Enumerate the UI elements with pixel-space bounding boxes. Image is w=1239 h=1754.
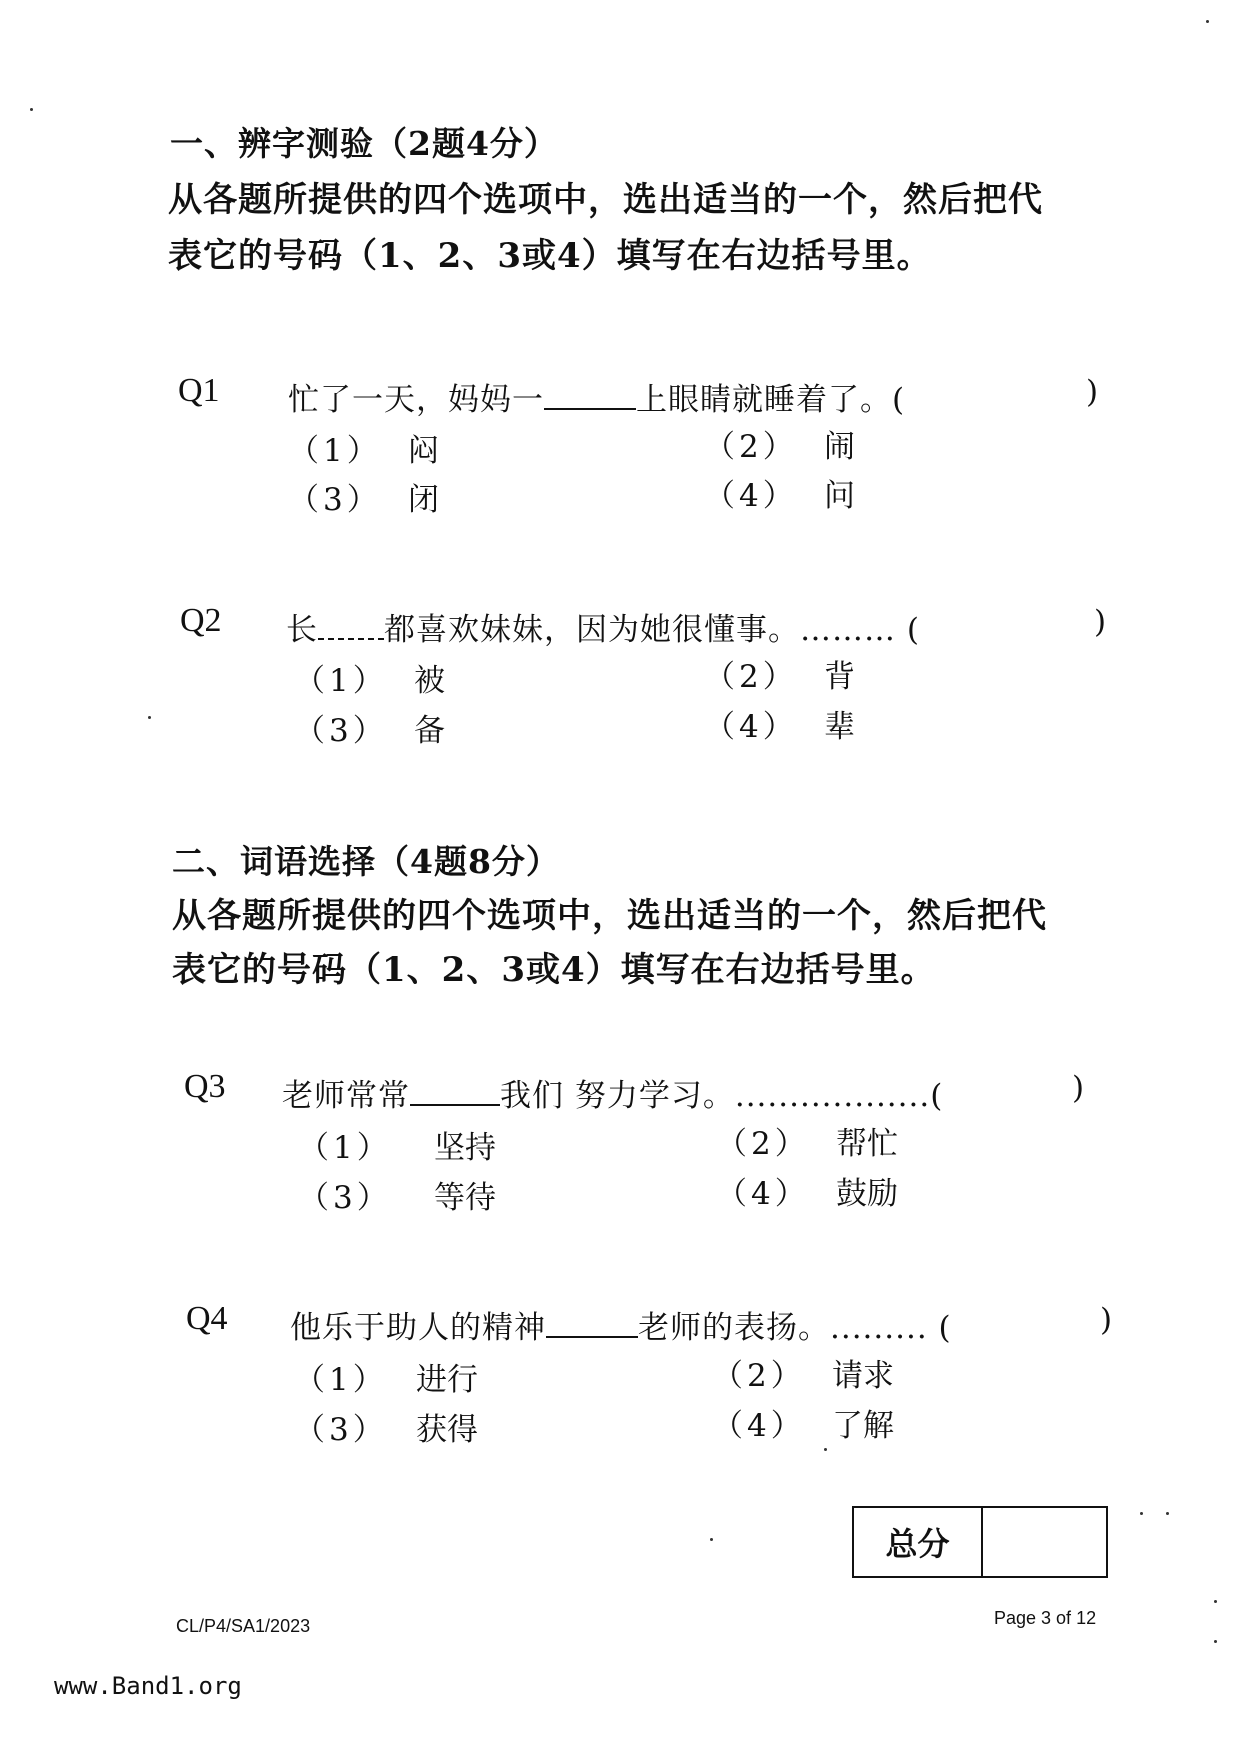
total-score-box <box>852 1506 1108 1578</box>
scan-speck <box>1140 1512 1143 1515</box>
option-text: 备 <box>414 713 445 749</box>
answer-bracket-close: ) <box>1072 1070 1085 1106</box>
option-label: （3） <box>298 1180 392 1216</box>
option-text: 获得 <box>416 1412 478 1448</box>
option-label: （4） <box>704 709 798 745</box>
option-text: 了解 <box>832 1408 894 1444</box>
section1-instruction-line1: 从各题所提供的四个选项中，选出适当的一个，然后把代 <box>168 180 1043 220</box>
option-text: 鼓励 <box>836 1176 898 1212</box>
option-label: （2） <box>704 659 798 695</box>
option-label: （1） <box>288 433 382 469</box>
answer-blank <box>410 1076 500 1106</box>
option-text: 背 <box>824 659 855 695</box>
option-4 <box>704 470 855 515</box>
page-number: Page 3 of 12 <box>994 1608 1097 1628</box>
scan-speck <box>824 1448 827 1451</box>
option-1 <box>294 1354 478 1399</box>
option-label: （3） <box>294 713 388 749</box>
option-text: 等待 <box>434 1180 496 1216</box>
option-label: （2） <box>716 1126 810 1162</box>
option-2 <box>704 651 855 696</box>
question-number: Q4 <box>186 1300 228 1337</box>
stem-after: 都喜欢妹妹，因为她很懂事。……… ( <box>384 612 920 648</box>
scan-speck <box>1214 1600 1217 1603</box>
option-label: （2） <box>712 1358 806 1394</box>
option-1 <box>298 1122 496 1167</box>
option-label: （1） <box>294 1362 388 1398</box>
option-text: 问 <box>824 478 855 514</box>
paper-code: CL/P4/SA1/2023 <box>176 1616 311 1636</box>
option-label: （4） <box>712 1408 806 1444</box>
question-number: Q2 <box>180 602 222 639</box>
option-text: 被 <box>414 663 445 699</box>
option-text: 闹 <box>824 429 855 465</box>
section2-instruction-line1: 从各题所提供的四个选项中，选出适当的一个，然后把代 <box>172 896 1047 936</box>
question-stem <box>286 604 920 649</box>
option-text: 进行 <box>416 1362 478 1398</box>
option-2 <box>704 421 855 466</box>
option-1 <box>294 655 445 700</box>
option-4 <box>716 1168 898 1213</box>
question-stem <box>288 374 905 419</box>
total-score-value[interactable] <box>983 1508 1106 1576</box>
option-4 <box>704 701 855 746</box>
option-3 <box>298 1172 496 1217</box>
stem-after: 我们 努力学习。..................( <box>500 1078 944 1114</box>
section1-instruction-line2: 表它的号码（1、2、3或4）填写在右边括号里。 <box>168 236 932 276</box>
scan-speck <box>30 108 33 111</box>
answer-blank <box>318 610 384 640</box>
option-label: （3） <box>294 1412 388 1448</box>
answer-bracket-close: ) <box>1100 1302 1113 1338</box>
option-1 <box>288 425 439 470</box>
question-stem <box>290 1302 952 1347</box>
option-3 <box>294 705 445 750</box>
question-stem <box>282 1070 943 1115</box>
option-text: 闭 <box>408 482 439 518</box>
option-3 <box>288 474 439 519</box>
option-text: 帮忙 <box>836 1126 898 1162</box>
scan-speck <box>1166 1512 1169 1515</box>
option-label: （4） <box>704 478 798 514</box>
option-2 <box>716 1118 898 1163</box>
section1-heading: 一、辨字测验（2题4分） <box>170 124 558 163</box>
option-text: 辈 <box>824 709 855 745</box>
section2-instruction-line2: 表它的号码（1、2、3或4）填写在右边括号里。 <box>172 950 936 990</box>
stem-after: 老师的表扬。......... ( <box>638 1310 952 1346</box>
total-score-label: 总分 <box>854 1508 983 1576</box>
stem-before: 忙了一天，妈妈一 <box>288 382 544 418</box>
question-number: Q1 <box>178 372 220 409</box>
stem-before: 长 <box>286 612 318 648</box>
watermark-url: www.Band1.org <box>54 1672 242 1700</box>
option-label: （1） <box>294 663 388 699</box>
option-text: 请求 <box>832 1358 894 1394</box>
scan-speck <box>148 716 151 719</box>
option-label: （1） <box>298 1130 392 1166</box>
option-4 <box>712 1400 894 1445</box>
option-text: 坚持 <box>434 1130 496 1166</box>
stem-before: 他乐于助人的精神 <box>290 1310 546 1346</box>
stem-before: 老师常常 <box>282 1078 410 1114</box>
question-number: Q3 <box>184 1068 226 1105</box>
option-2 <box>712 1350 894 1395</box>
answer-blank <box>546 1308 638 1338</box>
scan-speck <box>1214 1640 1217 1643</box>
option-label: （2） <box>704 429 798 465</box>
scan-speck <box>710 1538 713 1541</box>
option-label: （3） <box>288 482 382 518</box>
option-label: （4） <box>716 1176 810 1212</box>
option-3 <box>294 1404 478 1449</box>
answer-blank <box>544 380 636 410</box>
answer-bracket-close: ) <box>1086 374 1099 410</box>
stem-after: 上眼睛就睡着了。( <box>636 382 906 418</box>
scan-speck <box>1206 20 1209 23</box>
answer-bracket-close: ) <box>1094 604 1107 640</box>
option-text: 闷 <box>408 433 439 469</box>
section2-heading: 二、词语选择（4题8分） <box>172 842 560 881</box>
